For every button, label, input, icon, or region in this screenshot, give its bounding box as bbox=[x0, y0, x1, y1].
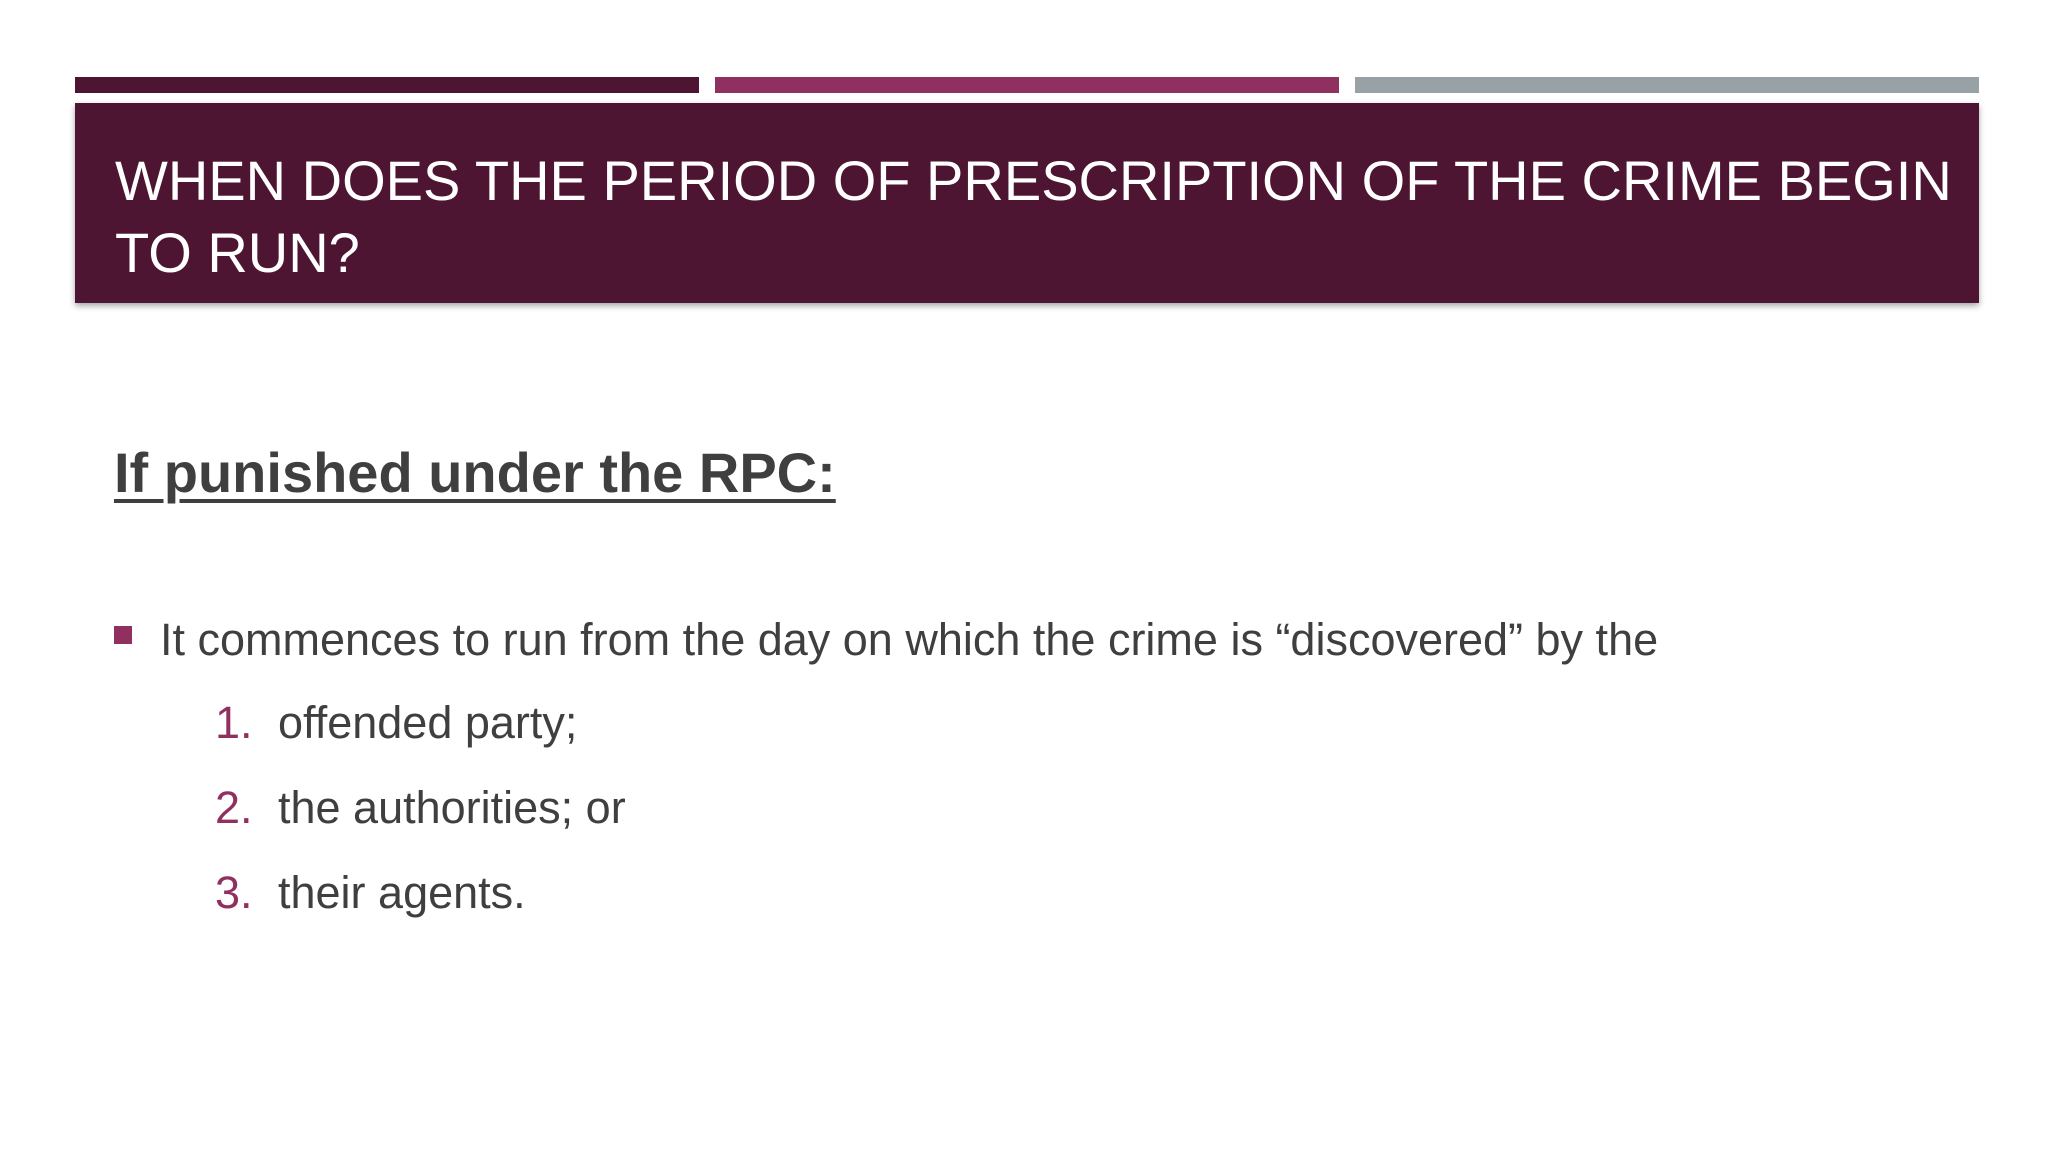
subheading: If punished under the RPC: bbox=[114, 441, 836, 504]
accent-bar-dark bbox=[75, 77, 699, 93]
accent-bar-magenta bbox=[715, 77, 1339, 93]
item-text: their agents. bbox=[278, 867, 526, 918]
accent-bar-gray bbox=[1355, 77, 1979, 93]
slide-title: WHEN DOES THE PERIOD OF PRESCRIPTION OF THE CRIME BEGIN TO RUN? bbox=[115, 149, 1952, 284]
numbered-list bbox=[215, 693, 626, 948]
square-bullet-icon bbox=[114, 626, 132, 644]
bullet-text: It commences to run from the day on which the crime is “discovered” by the bbox=[160, 614, 1659, 665]
item-number: 2. bbox=[215, 782, 253, 833]
bullet-item bbox=[114, 610, 1658, 670]
title-band bbox=[75, 103, 1979, 303]
item-text: the authorities; or bbox=[278, 782, 626, 833]
item-text: offended party; bbox=[278, 697, 578, 748]
numbered-item bbox=[215, 693, 626, 778]
numbered-item bbox=[215, 863, 626, 948]
numbered-item bbox=[215, 778, 626, 863]
item-number: 3. bbox=[215, 867, 253, 918]
item-number: 1. bbox=[215, 697, 253, 748]
